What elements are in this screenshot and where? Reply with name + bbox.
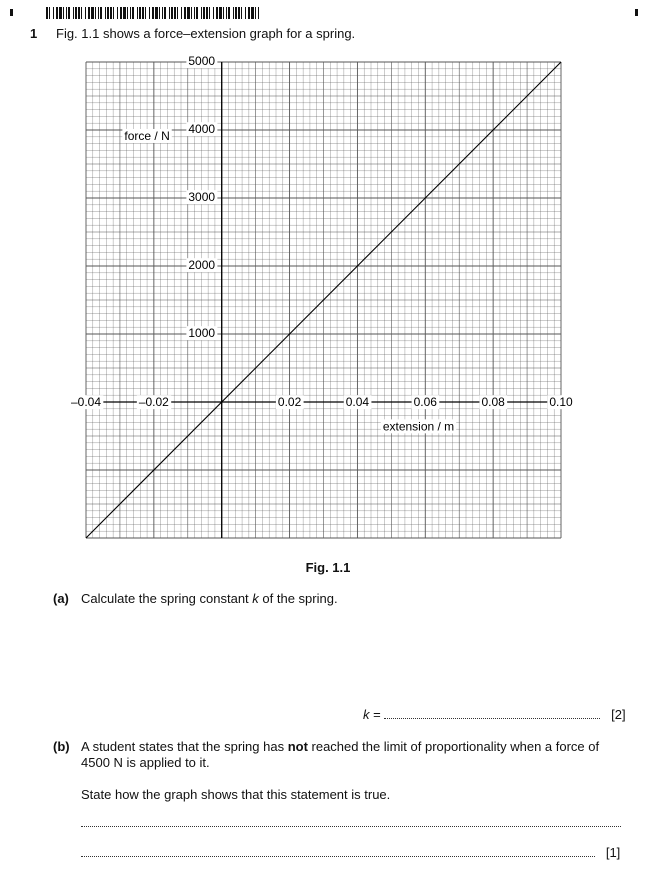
barcode-bar [216, 7, 218, 19]
barcode-bar [194, 7, 195, 19]
barcode-bar [53, 7, 54, 19]
barcode-bar [130, 7, 131, 19]
barcode [46, 7, 262, 19]
barcode-bar [209, 7, 210, 19]
barcode-bar [120, 7, 122, 19]
x-tick-label-group [137, 395, 171, 409]
barcode-bar [142, 7, 144, 19]
part-b-answer-line-1[interactable] [81, 826, 621, 827]
barcode-bar [127, 7, 128, 19]
part-b-answer-line-2[interactable] [81, 845, 620, 860]
barcode-bar [63, 7, 64, 19]
x-axis-label-group [381, 419, 456, 433]
barcode-bar [174, 7, 176, 19]
barcode-bar [85, 7, 86, 19]
barcode-bar [258, 7, 259, 19]
barcode-bar [132, 7, 134, 19]
x-tick-label: 0.02 [277, 395, 302, 410]
barcode-bar [123, 7, 126, 19]
barcode-bar [155, 7, 158, 19]
force-extension-graph [60, 50, 600, 550]
barcode-bar [78, 7, 80, 19]
y-axis-label: force / N [124, 128, 170, 143]
barcode-bar [164, 7, 166, 19]
x-tick-label-group [344, 395, 372, 409]
barcode-bar [203, 7, 205, 19]
barcode-bar [145, 7, 146, 19]
barcode-bar [68, 7, 70, 19]
barcode-bar [233, 7, 234, 19]
figure-caption: Fig. 1.1 [305, 560, 351, 575]
x-tick-label: 0.10 [549, 395, 573, 410]
answer-var: k [363, 707, 370, 722]
part-b-instruction: State how the graph shows that this statement is true. [81, 787, 391, 802]
barcode-bar [88, 7, 90, 19]
barcode-bar [107, 7, 109, 19]
barcode-bar [98, 7, 99, 19]
x-tick-label: 0.04 [345, 395, 370, 410]
y-tick-label: 5000 [188, 54, 216, 69]
barcode-bar [181, 7, 182, 19]
y-tick-label: 4000 [188, 122, 216, 137]
barcode-bar [245, 7, 246, 19]
part-b-bold: not [287, 739, 308, 754]
barcode-bar [91, 7, 94, 19]
y-tick-label: 1000 [188, 326, 216, 341]
page-corner-mark-left [10, 9, 13, 16]
barcode-bar [187, 7, 190, 19]
y-tick-label-group [186, 122, 217, 136]
part-a-question: Calculate the spring constant k of the spring. [81, 591, 338, 606]
barcode-bar [196, 7, 198, 19]
barcode-bar [162, 7, 163, 19]
barcode-bar [255, 7, 256, 19]
answer-dots[interactable] [384, 718, 600, 719]
barcode-bar [226, 7, 227, 19]
barcode-bar [100, 7, 102, 19]
y-tick-label-group [186, 326, 217, 340]
barcode-bar [95, 7, 96, 19]
barcode-bar [81, 7, 82, 19]
part-a-answer-line[interactable]: k = [2] [363, 707, 626, 722]
part-a-var: k [252, 591, 259, 606]
barcode-bar [73, 7, 74, 19]
barcode-bar [235, 7, 237, 19]
part-a-label: (a) [53, 591, 69, 606]
barcode-bar [75, 7, 77, 19]
part-b-marks: [1] [605, 845, 621, 860]
barcode-bar [105, 7, 106, 19]
barcode-bar [241, 7, 242, 19]
page-corner-mark-right [635, 9, 638, 16]
answer-dots-2[interactable] [81, 856, 595, 857]
y-tick-label: 3000 [188, 190, 216, 205]
barcode-bar [248, 7, 250, 19]
question-intro: Fig. 1.1 shows a force–extension graph for a spring. [56, 26, 356, 41]
x-tick-label-group [276, 395, 304, 409]
barcode-bar [206, 7, 208, 19]
x-axis-label: extension / m [382, 419, 455, 434]
x-tick-label: 0.08 [481, 395, 505, 410]
barcode-bar [228, 7, 230, 19]
question-number: 1 [30, 26, 38, 41]
barcode-bar [46, 7, 48, 19]
x-tick-label-group [412, 395, 440, 409]
x-tick-label-group [69, 395, 103, 409]
barcode-bar [201, 7, 202, 19]
y-tick-label: 2000 [188, 258, 216, 273]
barcode-bar [213, 7, 214, 19]
barcode-bar [219, 7, 222, 19]
y-tick-label-group [186, 258, 217, 272]
barcode-bar [56, 7, 58, 19]
part-b-question: A student states that the spring has not reached the limit of proportionality when a force of 4500 N is applied to it. [81, 739, 600, 770]
barcode-bar [169, 7, 170, 19]
barcode-bar [191, 7, 192, 19]
barcode-bar [117, 7, 118, 19]
barcode-bar [66, 7, 67, 19]
barcode-bar [137, 7, 138, 19]
x-tick-label: 0.06 [413, 395, 437, 410]
barcode-bar [110, 7, 112, 19]
barcode-bar [238, 7, 240, 19]
x-tick-label: –0.02 [138, 395, 169, 410]
x-tick-label: –0.04 [70, 395, 102, 410]
barcode-bar [49, 7, 50, 19]
part-a-marks: [2] [611, 707, 626, 722]
barcode-bar [113, 7, 114, 19]
x-tick-label-group [547, 395, 575, 409]
barcode-bar [223, 7, 224, 19]
y-tick-label-group [186, 54, 217, 68]
barcode-bar [149, 7, 150, 19]
y-tick-label-group [186, 190, 217, 204]
barcode-bar [159, 7, 160, 19]
barcode-bar [59, 7, 62, 19]
part-b-label: (b) [53, 739, 70, 754]
barcode-bar [251, 7, 254, 19]
barcode-bar [184, 7, 186, 19]
barcode-bar [139, 7, 141, 19]
y-axis-label-group [122, 129, 171, 143]
x-tick-label-group [479, 395, 507, 409]
barcode-bar [177, 7, 178, 19]
barcode-bar [171, 7, 173, 19]
barcode-bar [152, 7, 154, 19]
